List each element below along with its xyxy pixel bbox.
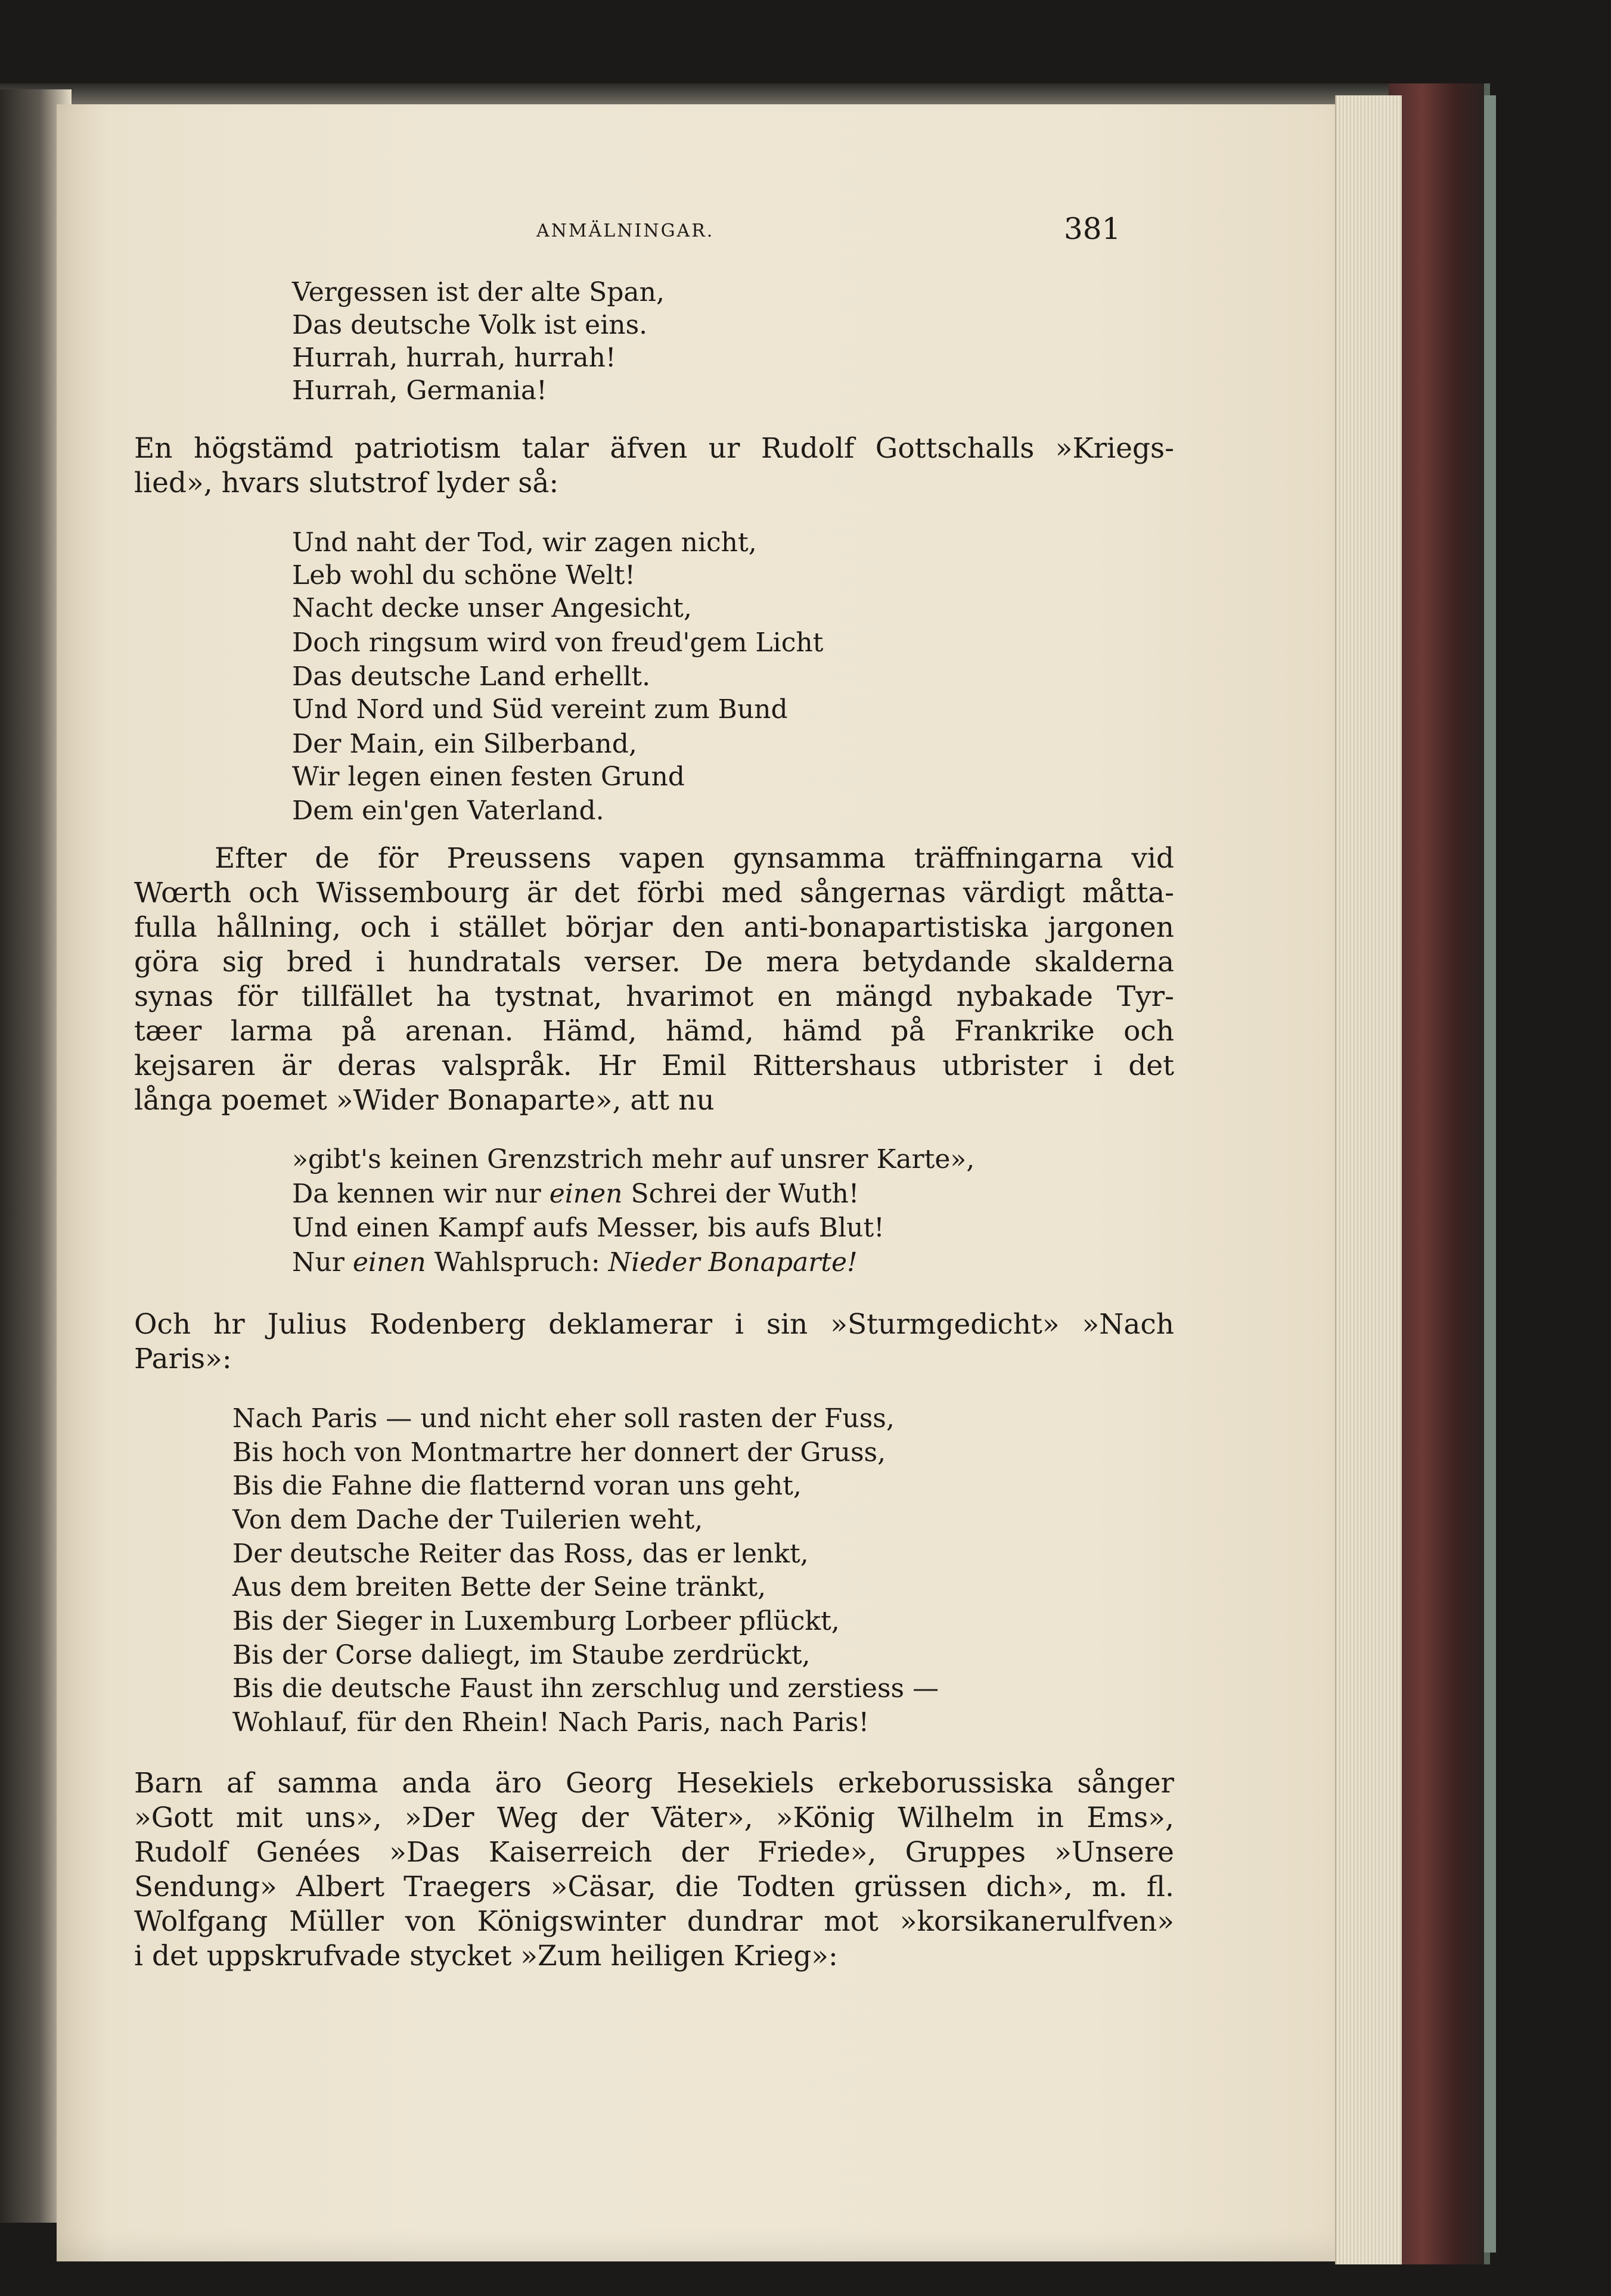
verse-line: Der Main, ein Silberband,: [292, 729, 637, 759]
page-number: 381: [1064, 212, 1121, 246]
verse-fragment: Wahlspruch:: [426, 1247, 609, 1278]
book-page: [57, 104, 1344, 2261]
verse-fragment: Schrei der Wuth!: [622, 1179, 859, 1209]
paragraph-line: kejsaren är deras valspråk. Hr Emil Rittershaus utbrister i det: [134, 1049, 1174, 1082]
verse-fragment: Nur: [292, 1247, 353, 1278]
paragraph-line: fulla hållning, och i stället börjar den anti-bonapartistiska jargonen: [134, 911, 1174, 944]
verse-line: Hurrah, hurrah, hurrah!: [292, 343, 616, 373]
book-cover-edge: [1389, 83, 1490, 2264]
verse-line: Nach Paris — und nicht eher soll rasten der Fuss,: [232, 1403, 895, 1434]
verse-line: Von dem Dache der Tuilerien weht,: [232, 1505, 703, 1535]
verse-line: Das deutsche Land erhellt.: [292, 661, 651, 692]
paragraph-line: Efter de för Preussens vapen gynsamma träffningarna vid: [215, 842, 1174, 875]
verse-line: Wohlauf, für den Rhein! Nach Paris, nach Paris!: [232, 1707, 870, 1738]
verse-line: Bis der Sieger in Luxemburg Lorbeer pflückt,: [232, 1606, 840, 1636]
emphasis: Nieder Bonaparte!: [608, 1247, 858, 1278]
verse-line: Der deutsche Reiter das Ross, das er lenkt,: [232, 1539, 809, 1569]
verse-line: Wir legen einen festen Grund: [292, 762, 685, 792]
paragraph-line: Sendung» Albert Traegers »Cäsar, die Todten grüssen dich», m. fl.: [134, 1871, 1174, 1903]
verse-line: Das deutsche Volk ist eins.: [292, 310, 648, 340]
verse-line: Und naht der Tod, wir zagen nicht,: [292, 527, 757, 558]
verse-line: Vergessen ist der alte Span,: [292, 277, 665, 307]
paragraph-line: Rudolf Genées »Das Kaiserreich der Friede», Gruppes »Unsere: [134, 1836, 1174, 1869]
verse-line: Nacht decke unser Angesicht,: [292, 593, 692, 623]
paragraph-line: En högstämd patriotism talar äfven ur Rudolf Gottschalls »Kriegs-: [134, 432, 1174, 465]
emphasis: einen: [352, 1247, 426, 1278]
verse-line: »gibt's keinen Grenzstrich mehr auf unsrer Karte»,: [292, 1144, 975, 1175]
verse-line: Dem ein'gen Vaterland.: [292, 796, 604, 826]
paragraph-line: Och hr Julius Rodenberg deklamerar i sin »Sturmgedicht» »Nach: [134, 1308, 1174, 1341]
verse-line: [292, 1247, 858, 1278]
paragraph-line: Wolfgang Müller von Königswinter dundrar mot »korsikanerulfven»: [134, 1905, 1174, 1938]
verse-line: Aus dem breiten Bette der Seine tränkt,: [232, 1572, 766, 1602]
verse-line: Und einen Kampf aufs Messer, bis aufs Blut!: [292, 1213, 884, 1243]
paragraph-line: Wœrth och Wissembourg är det förbi med sångernas värdigt måtta-: [134, 877, 1174, 909]
paragraph-line: Barn af samma anda äro Georg Hesekiels erkeborussiska sånger: [134, 1767, 1174, 1800]
paragraph-line: långa poemet »Wider Bonaparte», att nu: [134, 1084, 715, 1117]
verse-line: [292, 1179, 859, 1209]
verse-line: Bis hoch von Montmartre her donnert der Gruss,: [232, 1437, 886, 1468]
verse-fragment: Da kennen wir nur: [292, 1179, 550, 1209]
paragraph-line: tæer larma på arenan. Hämd, hämd, hämd på Frankrike och: [134, 1015, 1174, 1048]
paragraph-line: Paris»:: [134, 1343, 232, 1375]
verse-line: Leb wohl du schöne Welt!: [292, 560, 635, 591]
paragraph-line: göra sig bred i hundratals verser. De mera betydande skalderna: [134, 946, 1174, 978]
verse-line: Doch ringsum wird von freud'gem Licht: [292, 627, 824, 658]
paragraph-line: synas för tillfället ha tystnat, hvarimot en mängd nybakade Tyr-: [134, 980, 1174, 1013]
verse-line: Bis der Corse daliegt, im Staube zerdrückt,: [232, 1640, 811, 1670]
page-edges: [1335, 95, 1402, 2264]
verse-line: Bis die deutsche Faust ihn zerschlug und zerstiess —: [232, 1673, 939, 1704]
verse-line: Hurrah, Germania!: [292, 375, 547, 406]
running-title: ANMÄLNINGAR.: [536, 220, 715, 241]
scanner-top-edge: [0, 83, 1478, 107]
paragraph-line: »Gott mit uns», »Der Weg der Väter», »König Wilhelm in Ems»,: [134, 1801, 1174, 1834]
verse-line: Und Nord und Süd vereint zum Bund: [292, 694, 788, 725]
paragraph-line: i det uppskrufvade stycket »Zum heiligen Krieg»:: [134, 1940, 838, 1972]
verse-line: Bis die Fahne die flatternd voran uns geht,: [232, 1471, 802, 1501]
book-board-edge: [1484, 95, 1496, 2252]
paragraph-line: lied», hvars slutstrof lyder så:: [134, 467, 559, 499]
emphasis: einen: [549, 1179, 623, 1209]
